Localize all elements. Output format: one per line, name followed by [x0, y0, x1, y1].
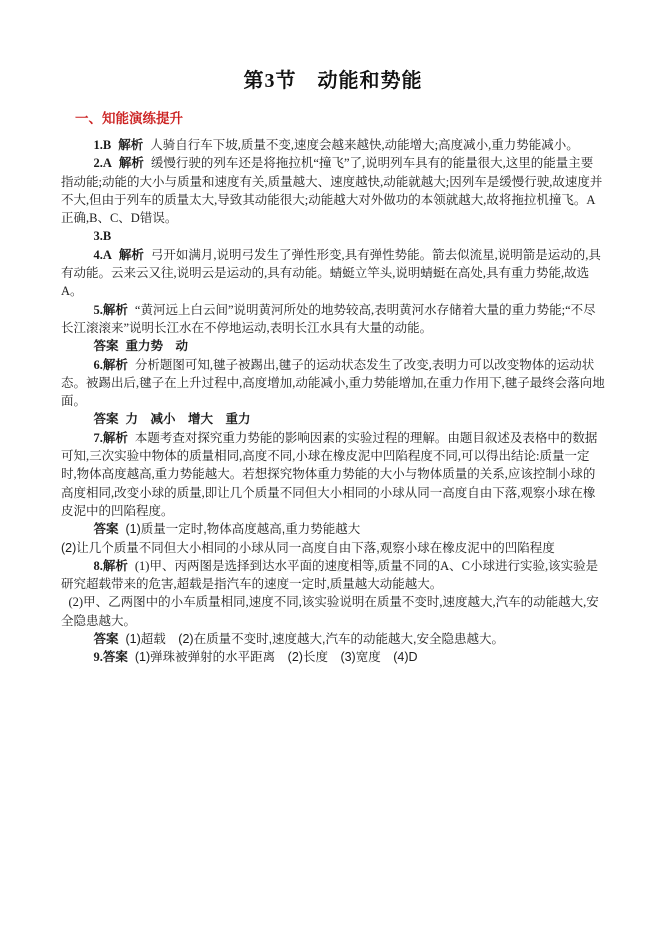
item-number: 4.A	[93, 247, 112, 262]
item-text: (1)甲、丙两图是选择到达水平面的速度相等,质量不同的A、C小球进行实验,该实验是研究超载带来的危害,超载是指汽车的速度一定时,质量越大动能越大。	[61, 558, 599, 592]
answer-text: (1)质量一定时,物体高度越高,重力势能越大	[125, 522, 361, 537]
item-5	[61, 301, 605, 338]
item-5-answer	[61, 337, 605, 355]
analysis-label: 解析	[118, 247, 144, 262]
item-8-answer	[61, 630, 605, 648]
item-number: 8.	[93, 558, 103, 573]
item-1	[61, 136, 605, 154]
item-number: 9.	[93, 650, 103, 665]
answer-label: 答案	[93, 632, 119, 647]
answer-text: 力 减小 增大 重力	[125, 412, 251, 427]
page-title: 第3节 动能和势能	[243, 70, 423, 92]
item-8	[61, 557, 605, 594]
item-text: 分析题图可知,毽子被踢出,毽子的运动状态发生了改变,表明力可以改变物体的运动状态。被踢出后,毽子在上升过程中,高度增加,动能减小,重力势能增加,在重力作用下,毽子最终会落向地面。	[61, 357, 605, 409]
item-number: 5.	[93, 302, 103, 317]
answer-label: 答案	[93, 522, 119, 537]
item-7	[61, 429, 605, 520]
item-6-answer	[61, 410, 605, 428]
answer-label: 答案	[93, 339, 119, 354]
item-7-answer-2	[61, 539, 605, 557]
analysis-label: 解析	[118, 156, 144, 171]
answer-text: 重力势 动	[125, 339, 189, 354]
answer-text: (2)让几个质量不同但大小相同的小球从同一高度自由下落,观察小球在橡皮泥中的凹陷程度	[61, 540, 555, 555]
item-text: “黄河远上白云间”说明黄河所处的地势较高,表明黄河水存储着大量的重力势能;“不尽长江滚滚来”说明长江水在不停地运动,表明长江水具有大量的动能。	[61, 302, 596, 335]
item-9-answer	[61, 648, 605, 666]
item-4	[61, 246, 605, 301]
item-text: 本题考查对探究重力势能的影响因素的实验过程的理解。由题目叙述及表格中的数据可知,三次实验中物体的质量相同,高度不同,小球在橡皮泥中凹陷程度不同,可以得出结论:质量一定时,物体高度越高,重力势能越大。若想探究物体重力势能的大小与物体质量的关系,应该控制小球的高度相同,改变小球的质量,即让几个质量不同但大小相同的小球从同一高度自由下落,观察小球在橡皮泥中的凹陷程度。	[61, 430, 598, 518]
item-number: 1.B	[93, 138, 112, 152]
item-3	[61, 227, 605, 245]
analysis-label: 解析	[102, 357, 128, 372]
item-text: 缓慢行驶的列车还是将拖拉机“撞飞”了,说明列车具有的能量很大,这里的能量主要指动能;动能的大小与质量和速度有关,质量越大、速度越快,动能就越大;因列车是缓慢行驶,故速度并不大,但由于列车的质量太大,导致其动能很大;动能越大对外做功的本领就越大,故将拖拉机撞飞。A正确,B、C、D错误。	[61, 156, 603, 226]
analysis-label: 解析	[102, 302, 128, 317]
analysis-label: 解析	[118, 138, 144, 152]
answer-text: (1)超载 (2)在质量不变时,速度越大,汽车的动能越大,安全隐患越大。	[125, 632, 504, 647]
section-header: 一、知能演练提升	[75, 111, 183, 126]
analysis-label: 解析	[102, 558, 128, 573]
item-text: 弓开如满月,说明弓发生了弹性形变,具有弹性势能。箭去似流星,说明箭是运动的,具有动能。云来云又往,说明云是运动的,具有动能。蜻蜓立竿头,说明蜻蜓在高处,具有重力势能,故选A。	[61, 247, 601, 299]
answer-text: (1)弹珠被弹射的水平距离 (2)长度 (3)宽度 (4)D	[134, 650, 418, 665]
answer-label: 答案	[102, 650, 128, 665]
analysis-label: 解析	[102, 430, 128, 445]
answer-label: 答案	[93, 412, 119, 427]
item-number: 7.	[93, 430, 103, 445]
item-8-part-2	[61, 593, 605, 630]
item-number: 2.A	[93, 156, 112, 171]
item-number: 3.B	[93, 229, 112, 244]
item-number: 6.	[93, 357, 103, 372]
item-text: (2)甲、乙两图中的小车质量相同,速度不同,该实验说明在质量不变时,速度越大,汽车的动能越大,安全隐患越大。	[61, 595, 599, 628]
item-text: 人骑自行车下坡,质量不变,速度会越来越快,动能增大;高度减小,重力势能减小。	[150, 138, 579, 152]
item-7-answer-1	[61, 520, 605, 538]
item-2	[61, 154, 605, 227]
item-6	[61, 356, 605, 411]
